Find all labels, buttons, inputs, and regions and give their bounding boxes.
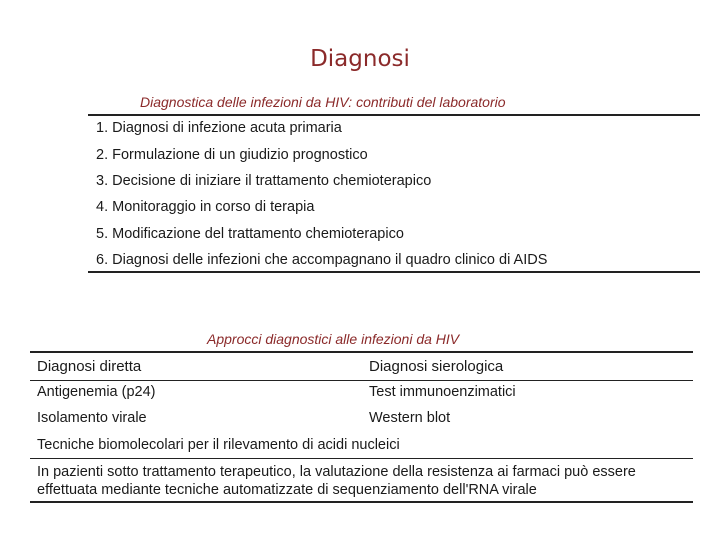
- list-item: 5. Modificazione del trattamento chemioterapico: [96, 226, 404, 242]
- table-header-serological: Diagnosi sierologica: [369, 358, 504, 375]
- divider: [30, 380, 693, 381]
- list-item: 4. Monitoraggio in corso di terapia: [96, 199, 315, 215]
- list-item: 3. Decisione di iniziare il trattamento chemioterapico: [96, 173, 432, 189]
- table-cell: Isolamento virale: [37, 410, 147, 426]
- table-cell: Antigenemia (p24): [37, 384, 156, 400]
- table-cell: Western blot: [369, 410, 451, 426]
- list-item: 2. Formulazione di un giudizio prognostico: [96, 147, 368, 163]
- divider: [30, 458, 693, 459]
- divider: [88, 114, 700, 116]
- table-header-direct: Diagnosi diretta: [37, 358, 142, 375]
- table-full-row: Tecniche biomolecolari per il rilevamento di acidi nucleici: [37, 437, 400, 453]
- divider: [30, 351, 693, 353]
- list-item: 1. Diagnosi di infezione acuta primaria: [96, 120, 342, 136]
- section2-heading: Approcci diagnostici alle infezioni da HIV: [207, 331, 460, 347]
- note-text: In pazienti sotto trattamento terapeutico, la valutazione della resistenza ai farmaci può essere effettuata mediante tecniche automatizzate di sequenziamento dell'RNA virale: [37, 464, 636, 498]
- list-item: 6. Diagnosi delle infezioni che accompagnano il quadro clinico di AIDS: [96, 252, 548, 268]
- section1-heading: Diagnostica delle infezioni da HIV: contributi del laboratorio: [140, 94, 506, 110]
- divider: [88, 271, 700, 273]
- page-title: Diagnosi: [310, 46, 410, 72]
- table-cell: Test immunoenzimatici: [369, 384, 516, 400]
- divider: [30, 501, 693, 503]
